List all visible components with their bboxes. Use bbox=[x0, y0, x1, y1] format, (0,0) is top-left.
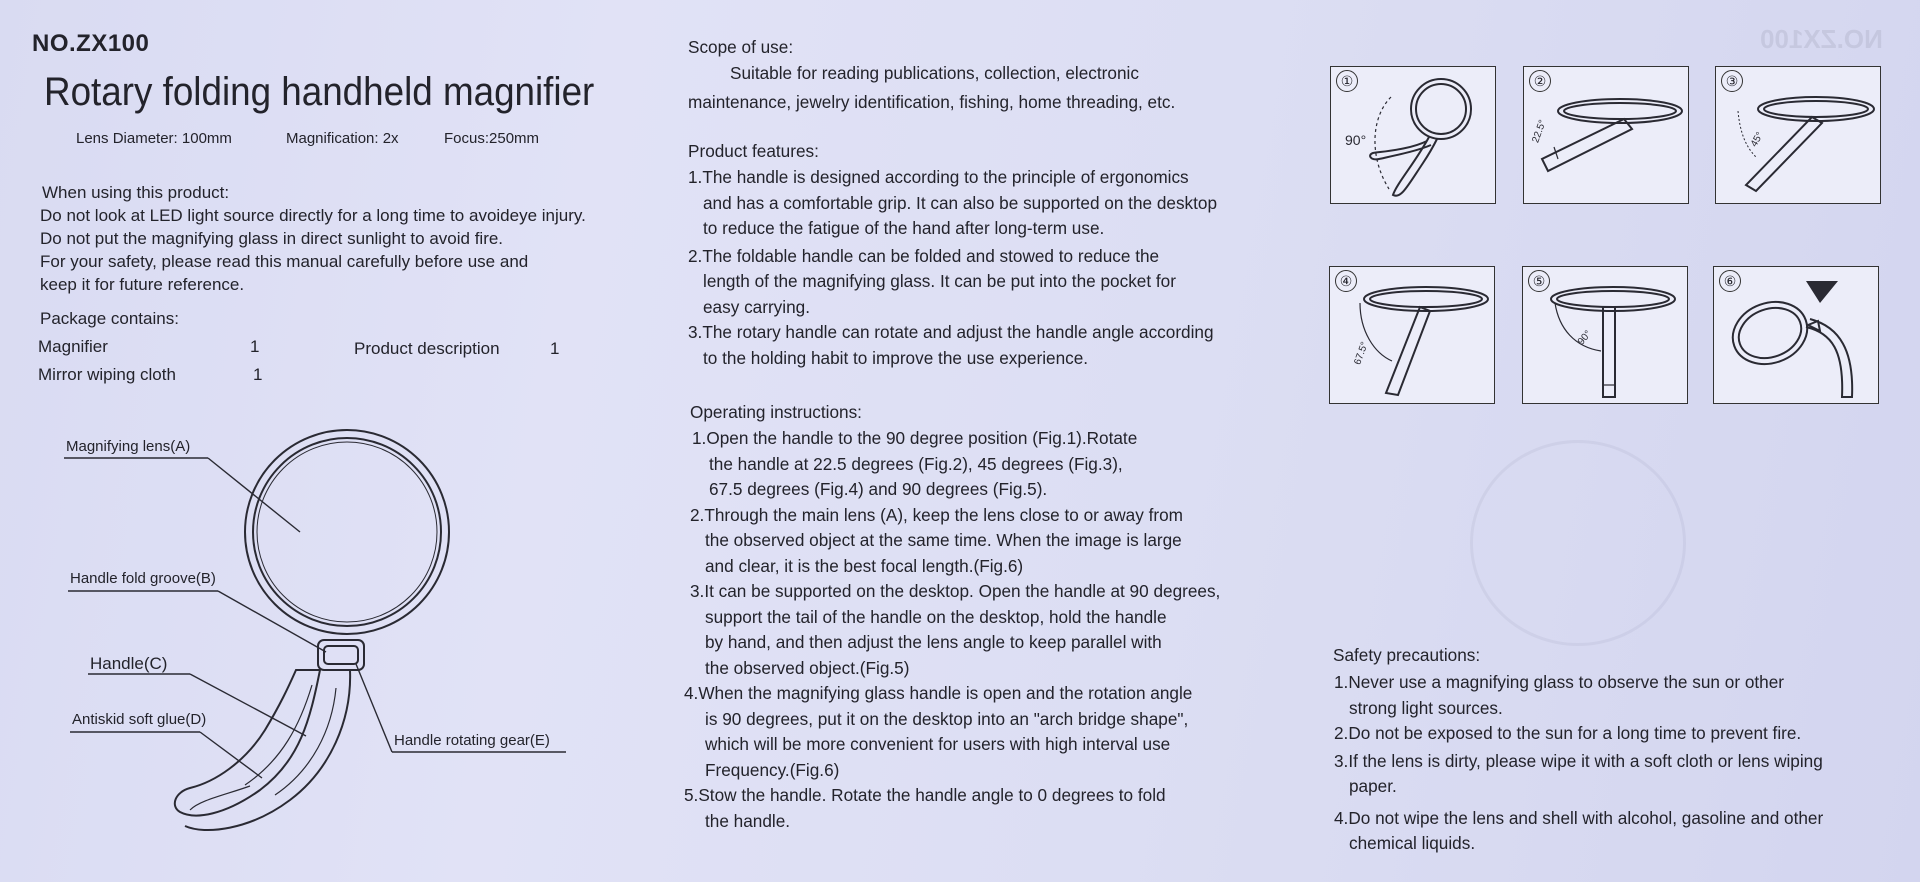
figure-number: ② bbox=[1529, 70, 1551, 92]
figure-2-angle: 22.5° bbox=[1530, 118, 1549, 145]
scope-line: Suitable for reading publications, collection, electronic bbox=[730, 63, 1139, 83]
operating-line: 4.When the magnifying glass handle is open and the rotation angle bbox=[684, 683, 1193, 703]
show-through-model: NO.ZX100 bbox=[1760, 24, 1883, 54]
spec-magnification: Magnification: 2x bbox=[286, 130, 399, 147]
operating-line: and clear, it is the best focal length.(Fig.6) bbox=[705, 555, 1024, 576]
product-title: Rotary folding handheld magnifier bbox=[44, 70, 595, 114]
operating-heading: Operating instructions: bbox=[690, 402, 862, 422]
label-magnifying-lens: Magnifying lens(A) bbox=[66, 438, 191, 455]
safety-line: 2.Do not be exposed to the sun for a long time to prevent fire. bbox=[1334, 723, 1802, 743]
scope-line: maintenance, jewelry identification, fishing, home threading, etc. bbox=[688, 92, 1176, 112]
figure-1 bbox=[1330, 66, 1496, 204]
safety-line: 1.Never use a magnifying glass to observe the sun or other bbox=[1334, 672, 1784, 692]
operating-line: which will be more convenient for users with high interval use bbox=[705, 734, 1171, 754]
operating-line: by hand, and then adjust the lens angle to keep parallel with bbox=[705, 632, 1162, 652]
figure-4-angle: 67.5° bbox=[1352, 340, 1371, 367]
figure-number: ③ bbox=[1721, 70, 1743, 92]
safety-line: 3.If the lens is dirty, please wipe it with a soft cloth or lens wiping bbox=[1334, 750, 1823, 771]
operating-line: the observed object at the same time. When the image is large bbox=[705, 530, 1182, 550]
operating-line: 5.Stow the handle. Rotate the handle angle to 0 degrees to fold bbox=[684, 785, 1166, 805]
label-antiskid-glue: Antiskid soft glue(D) bbox=[72, 711, 207, 728]
package-item-qty: 1 bbox=[550, 339, 560, 358]
safety-line: paper. bbox=[1349, 776, 1397, 796]
feature-line: 2.The foldable handle can be folded and stowed to reduce the bbox=[688, 245, 1160, 266]
feature-line: 3.The rotary handle can rotate and adjust the handle angle according bbox=[688, 322, 1214, 342]
figure-2 bbox=[1523, 66, 1689, 204]
safety-heading: Safety precautions: bbox=[1333, 645, 1481, 665]
label-handle: Handle(C) bbox=[90, 654, 168, 673]
operating-line: is 90 degrees, put it on the desktop into an "arch bridge shape", bbox=[705, 708, 1189, 729]
label-handle-fold-groove: Handle fold groove(B) bbox=[70, 570, 216, 587]
eye-direction-icon bbox=[1806, 281, 1838, 303]
operating-line: the handle. bbox=[705, 810, 791, 831]
model-number: NO.ZX100 bbox=[32, 30, 150, 57]
feature-line: easy carrying. bbox=[703, 296, 810, 317]
usage-line: Do not look at LED light source directly for a long time to avoideye injury. bbox=[40, 206, 586, 225]
usage-line: For your safety, please read this manual carefully before use and bbox=[40, 252, 529, 271]
operating-line: Frequency.(Fig.6) bbox=[705, 759, 840, 780]
figure-5 bbox=[1522, 266, 1688, 404]
figure-4 bbox=[1329, 266, 1495, 404]
usage-heading: When using this product: bbox=[42, 183, 230, 202]
spec-focus: Focus:250mm bbox=[444, 130, 540, 147]
operating-line: 1.Open the handle to the 90 degree position (Fig.1).Rotate bbox=[692, 428, 1138, 448]
spec-lens-diameter: Lens Diameter: 100mm bbox=[76, 130, 232, 147]
operating-line: the observed object.(Fig.5) bbox=[705, 657, 910, 678]
operating-line: support the tail of the handle on the desktop, hold the handle bbox=[705, 606, 1167, 627]
usage-line: Do not put the magnifying glass in direct sunlight to avoid fire. bbox=[40, 229, 504, 248]
package-item-name: Product description bbox=[354, 339, 500, 358]
package-heading: Package contains: bbox=[40, 309, 179, 328]
figure-3 bbox=[1715, 66, 1881, 204]
figure-number: ⑤ bbox=[1528, 270, 1550, 292]
figure-6 bbox=[1713, 266, 1879, 404]
features-heading: Product features: bbox=[688, 141, 819, 161]
feature-line: length of the magnifying glass. It can be put into the pocket for bbox=[703, 271, 1176, 291]
operating-line: 2.Through the main lens (A), keep the lens close to or away from bbox=[690, 504, 1183, 525]
feature-line: and has a comfortable grip. It can also be supported on the desktop bbox=[703, 192, 1218, 213]
safety-list bbox=[1334, 670, 1823, 857]
operating-line: 3.It can be supported on the desktop. Open the handle at 90 degrees, bbox=[690, 581, 1221, 601]
figure-5-angle: 90° bbox=[1575, 328, 1594, 348]
usage-line: keep it for future reference. bbox=[40, 275, 245, 294]
figure-number: ④ bbox=[1335, 270, 1357, 292]
operating-list bbox=[684, 426, 1221, 834]
show-through-lens bbox=[1470, 440, 1686, 646]
package-item-name: Mirror wiping cloth bbox=[38, 365, 176, 384]
package-item-name: Magnifier bbox=[38, 337, 108, 356]
operating-line: 67.5 degrees (Fig.4) and 90 degrees (Fig.5). bbox=[709, 479, 1048, 499]
figure-number: ⑥ bbox=[1719, 270, 1741, 292]
package-item-qty: 1 bbox=[253, 365, 263, 384]
feature-line: 1.The handle is designed according to the principle of ergonomics bbox=[688, 167, 1189, 187]
safety-line: strong light sources. bbox=[1349, 697, 1503, 718]
safety-line: chemical liquids. bbox=[1349, 833, 1476, 853]
scope-heading: Scope of use: bbox=[688, 37, 794, 57]
safety-line: 4.Do not wipe the lens and shell with alcohol, gasoline and other bbox=[1334, 807, 1824, 828]
package-item-qty: 1 bbox=[250, 337, 260, 356]
figure-1-angle: 90° bbox=[1345, 132, 1367, 148]
features-list bbox=[688, 165, 1217, 371]
label-handle-rotating-gear: Handle rotating gear(E) bbox=[394, 732, 550, 749]
operating-line: the handle at 22.5 degrees (Fig.2), 45 degrees (Fig.3), bbox=[709, 453, 1123, 474]
figure-number: ① bbox=[1336, 70, 1358, 92]
feature-line: to reduce the fatigue of the hand after long-term use. bbox=[703, 218, 1105, 238]
figure-3-angle: 45° bbox=[1748, 130, 1766, 149]
feature-line: to the holding habit to improve the use experience. bbox=[703, 347, 1089, 368]
